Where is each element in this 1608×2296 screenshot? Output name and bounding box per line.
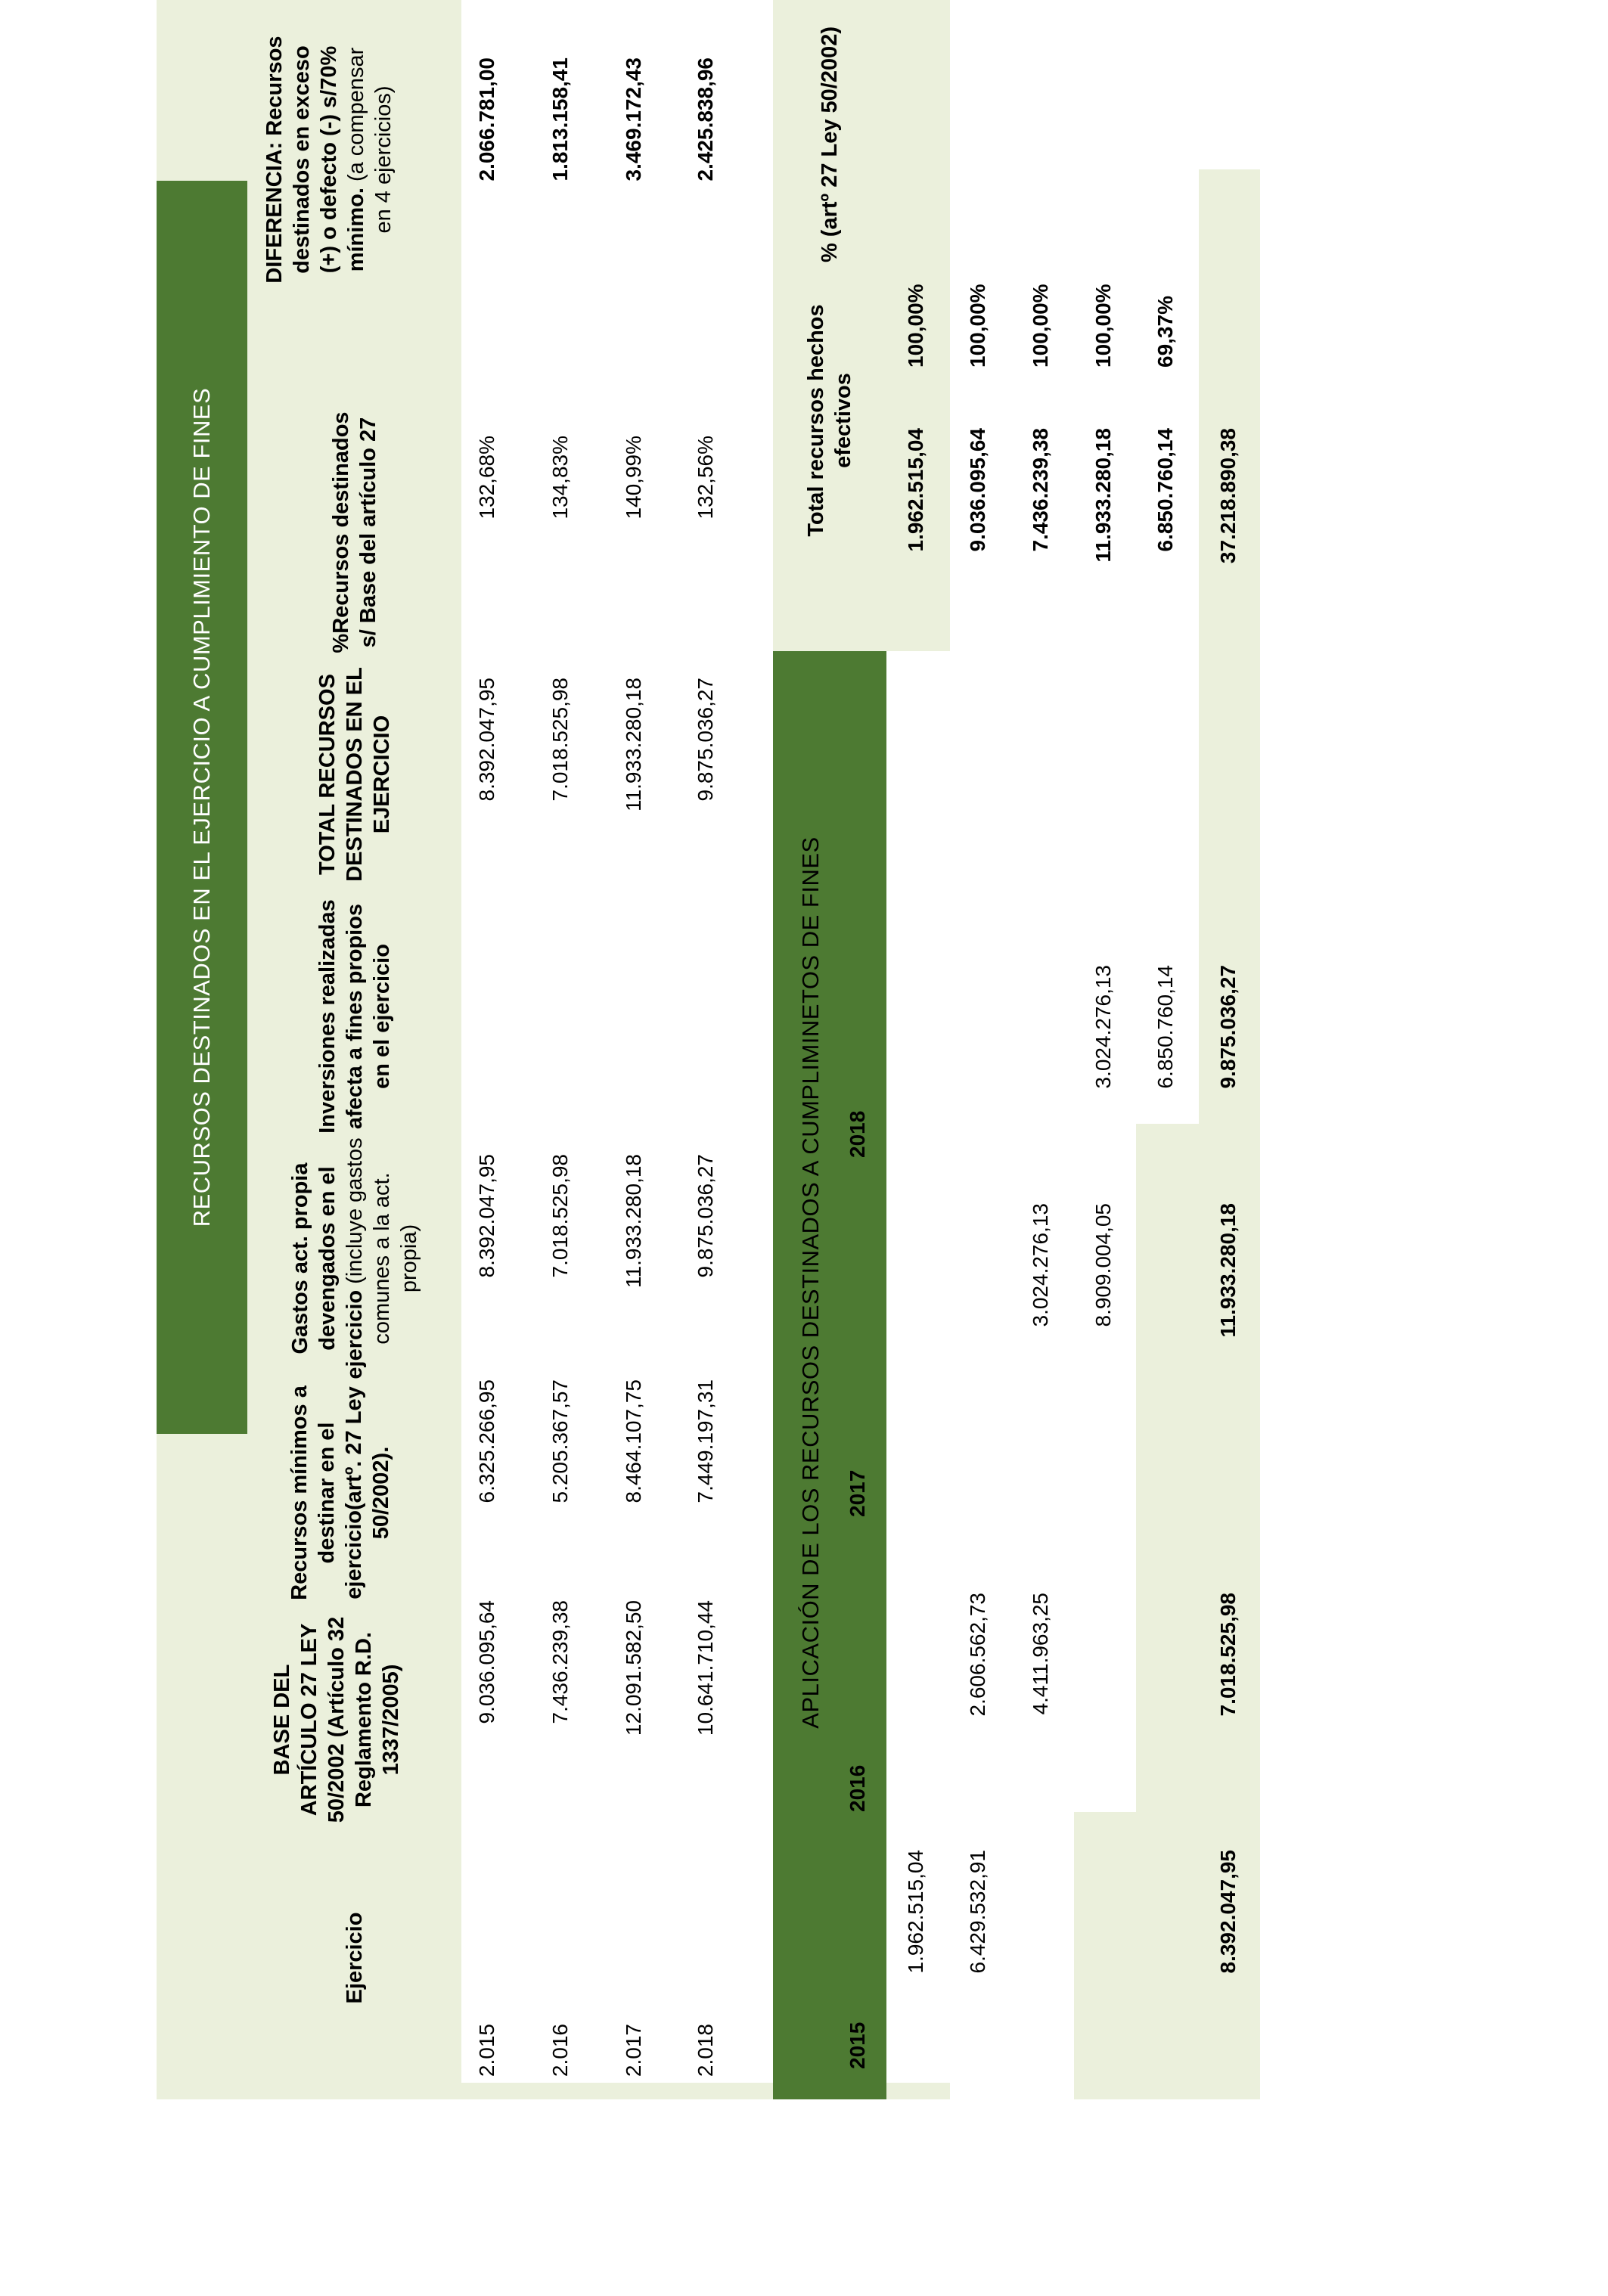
header-ejercicio: Ejercicio [342,1912,367,2004]
table1-cell-base: 9.036.095,64 [475,1600,498,1724]
table2-cell-y2017: 8.909.004,05 [1091,1203,1115,1327]
table2-total-y2017: 11.933.280,18 [1216,1203,1240,1338]
table1-cell-diferencia: 3.469.172,43 [622,57,645,182]
header-total-recursos: TOTAL RECURSOS DESTINADOS EN EL EJERCICIO [315,667,394,882]
table1-cell-minimos: 5.205.367,57 [548,1379,572,1503]
table2-cell-total: 9.036.095,64 [966,428,989,552]
table2-cell-total: 7.436.239,38 [1029,428,1052,552]
table2-cell-pct: 100,00% [1029,284,1052,368]
table2-year-2016: 2016 [846,1764,869,1812]
table1-cell-total: 9.875.036,27 [694,678,717,802]
table1-cell-ejercicio: 2.016 [548,2024,572,2077]
table1-cell-porcentaje: 140,99% [622,436,645,520]
table2-total-y2015: 8.392.047,95 [1216,1850,1240,1974]
header-diferencia-normal: (a compensar en 4 ejercicios) [344,47,396,234]
table2-cell-y2016: 2.606.562,73 [966,1593,989,1717]
table2-cell-y2018: 3.024.276,13 [1091,965,1115,1089]
table2-cell-pct: 100,00% [966,284,989,368]
table2-year-2017: 2017 [846,1469,869,1517]
table2-cell-total: 11.933.280,18 [1091,428,1115,563]
table2-band-title: APLICACIÓN DE LOS RECURSOS DESTINADOS A CUMPLIMINETOS DE FINES [797,836,824,1729]
table2-cell-y2016: 4.411.963,25 [1029,1593,1052,1715]
table2-cell-pct: 100,00% [1091,284,1115,368]
table1-cell-base: 12.091.582,50 [622,1600,645,1736]
table2-total-grand: 37.218.890,38 [1216,428,1240,564]
header-recursos-minimos: Recursos mínimos a destinar en el ejercicio(artº. 27 Ley 50/2002). [287,1385,393,1600]
table1-cell-base: 10.641.710,44 [694,1600,717,1736]
table2-year-2015: 2015 [846,2021,869,2069]
header-inversiones: Inversiones realizadas afecta a fines propios en el ejercicio [315,899,394,1134]
table1-cell-gastos: 9.875.036,27 [694,1154,717,1278]
table2-cell-pct: 100,00% [904,284,927,368]
table1-cell-porcentaje: 134,83% [548,436,572,520]
table2-cell-pct: 69,37% [1153,296,1177,368]
table2-cell-total: 1.962.515,04 [904,428,927,552]
table1-cell-gastos: 7.018.525,98 [548,1154,572,1278]
table1-cell-base: 7.436.239,38 [548,1600,572,1724]
header-diferencia [197,35,461,284]
table1-cell-diferencia: 1.813.158,41 [548,57,572,182]
header-gastos-normal: (incluye gastos comunes a la act. propia) [342,1137,421,1345]
table1-cell-ejercicio: 2.018 [694,2024,717,2077]
table2-year-2018: 2018 [846,1110,869,1158]
table1-cell-porcentaje: 132,68% [475,436,498,520]
table1-band-title: RECURSOS DESTINADOS EN EL EJERCICIO A CUMPLIMIENTO DE FINES [157,181,247,1434]
table2-cell-y2017: 3.024.276,13 [1029,1203,1052,1327]
header-total-recursos-hechos-efectivos: Total recursos hechos efectivos [804,304,855,537]
table1-cell-minimos: 6.325.266,95 [475,1379,498,1503]
table1-cell-porcentaje: 132,56% [694,436,717,520]
table1-cell-total: 11.933.280,18 [622,678,645,811]
table1-cell-total: 8.392.047,95 [475,678,498,802]
table1-cell-gastos: 8.392.047,95 [475,1154,498,1278]
header-gastos-act-propia [247,1137,461,1379]
table2-cell-y2015: 6.429.532,91 [966,1850,989,1974]
table2-shade-2016 [1136,1124,1260,1812]
table1-cell-total: 7.018.525,98 [548,678,572,802]
header-base-articulo-27: BASE DEL ARTÍCULO 27 LEY 50/2002 (Artículo 32 Reglamento R.D. 1337/2005) [270,1616,403,1823]
table1-cell-minimos: 7.449.197,31 [694,1379,717,1503]
table2-total-y2018: 9.875.036,27 [1216,965,1240,1089]
table1-cell-ejercicio: 2.015 [475,2024,498,2077]
table1-cell-ejercicio: 2.017 [622,2024,645,2077]
table1-cell-diferencia: 2.066.781,00 [475,57,498,182]
table2-cell-y2018: 6.850.760,14 [1153,965,1177,1089]
header-porcentaje-recursos: %Recursos destinados s/ Base del artículo 27 [328,411,380,653]
table1-cell-minimos: 8.464.107,75 [622,1379,645,1503]
header-porcentaje-art27: % (artº 27 Ley 50/2002) [818,26,842,263]
table1-left-strip [461,2083,773,2099]
table1-cell-diferencia: 2.425.838,96 [694,57,717,182]
header-gastos-bold: Gastos act. propia devengados en el ejercicio [287,1162,367,1379]
table1-cell-gastos: 11.933.280,18 [622,1154,645,1288]
header-diferencia-bold: DIFERENCIA: Recursos destinados en exceso (+) o defecto (-) s/70% mínimo. [262,36,368,284]
table2-cell-y2015: 1.962.515,04 [904,1850,927,1974]
table2-cell-total: 6.850.760,14 [1153,428,1177,552]
table2-total-y2016: 7.018.525,98 [1216,1593,1240,1717]
